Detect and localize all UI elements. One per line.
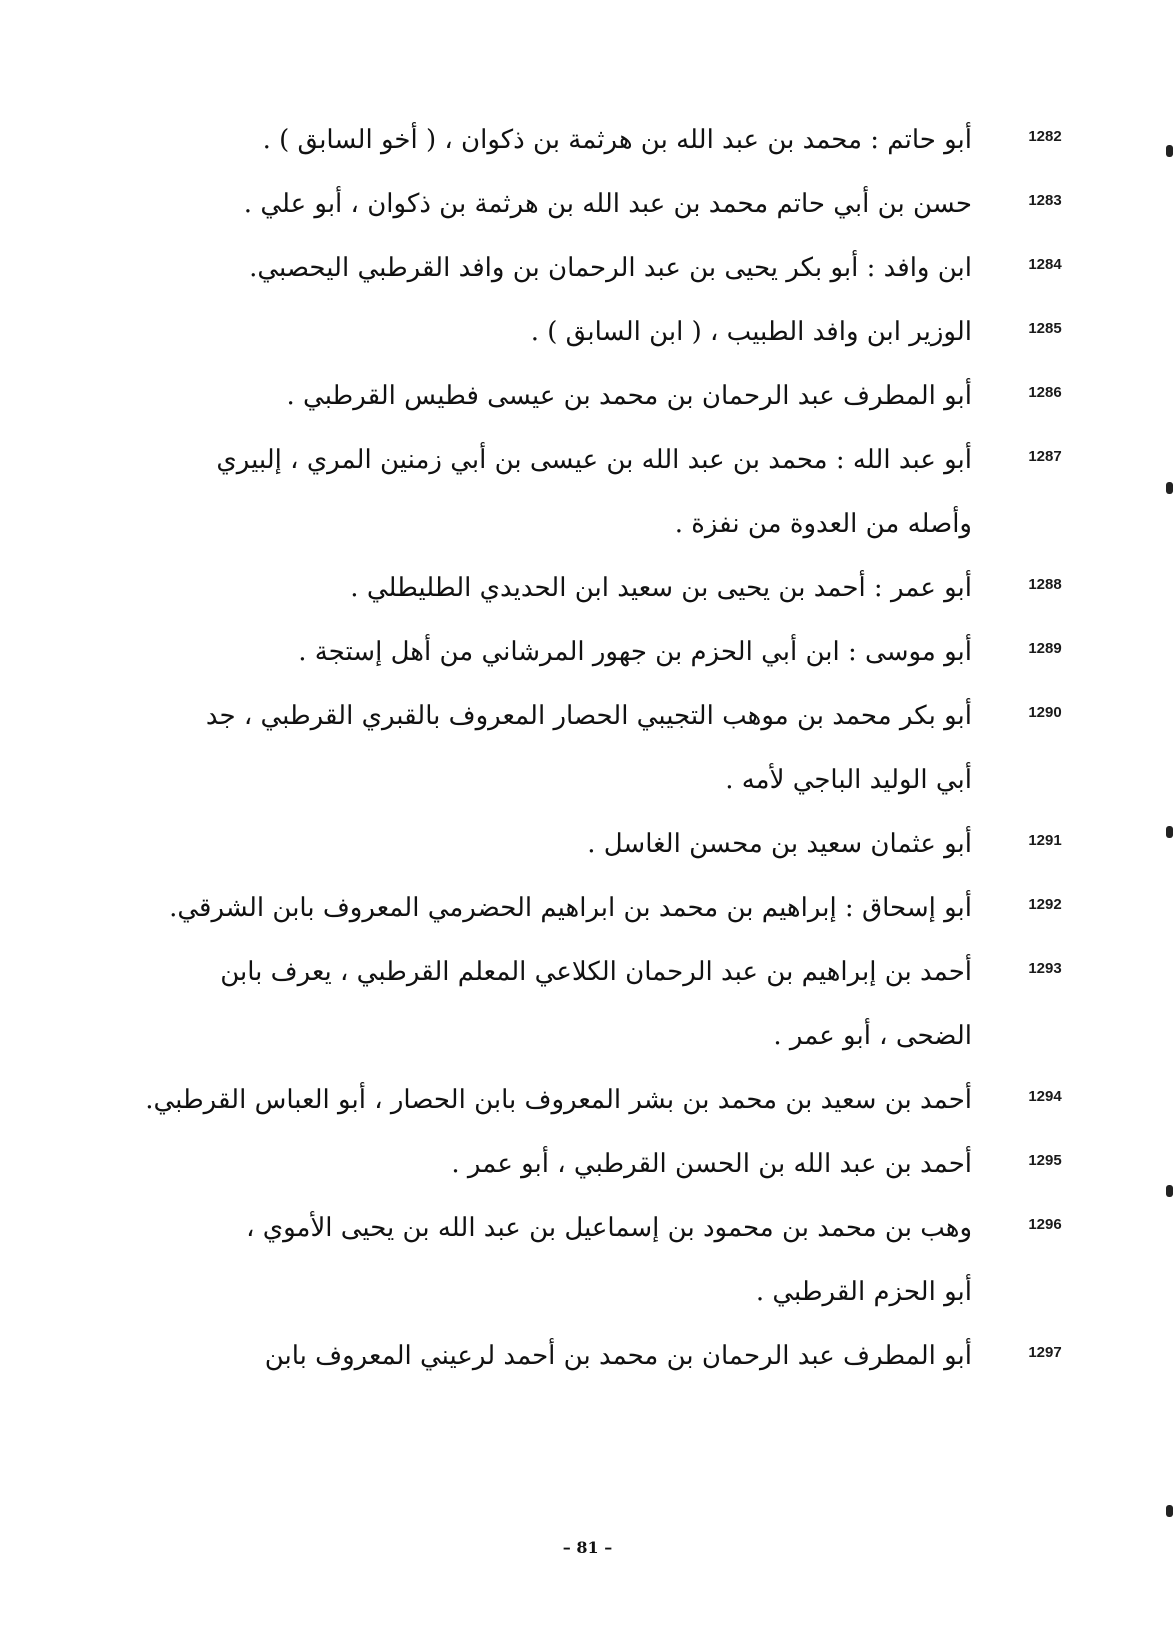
entry-text-line: أبو المطرف عبد الرحمان بن محمد بن أحمد لرعيني المعروف بابن xyxy=(264,1341,972,1371)
margin-mark xyxy=(1166,1505,1173,1517)
entry-number: 1287 xyxy=(1028,448,1062,465)
entry-number: 1293 xyxy=(1028,960,1062,977)
entry-text-line: أبو حاتم : محمد بن عبد الله بن هرثمة بن ذكوان ، ( أخو السابق ) . xyxy=(262,125,972,155)
entry-text-line: أبو عمر : أحمد بن يحيى بن سعيد ابن الحديدي الطليطلي . xyxy=(350,573,972,603)
entry-1295 xyxy=(100,1132,1100,1196)
entry-1287 xyxy=(100,428,1100,539)
entry-text-line: الوزير ابن وافد الطبيب ، ( ابن السابق ) . xyxy=(530,317,972,347)
entry-number: 1292 xyxy=(1028,896,1062,913)
entry-number: 1291 xyxy=(1028,832,1062,849)
entry-text-line: أبو بكر محمد بن موهب التجيبي الحصار المعروف بالقبري القرطبي ، جد xyxy=(205,701,972,731)
page-number: – 81 – xyxy=(562,1538,613,1557)
margin-mark xyxy=(1166,482,1173,494)
entry-number: 1283 xyxy=(1028,192,1062,209)
entry-number: 1285 xyxy=(1028,320,1062,337)
entry-number: 1284 xyxy=(1028,256,1062,273)
entry-text-line: حسن بن أبي حاتم محمد بن عبد الله بن هرثمة بن ذكوان ، أبو علي . xyxy=(243,189,972,219)
entry-1288 xyxy=(100,556,1100,620)
entry-text-line: أحمد بن إبراهيم بن عبد الرحمان الكلاعي المعلم القرطبي ، يعرف بابن xyxy=(220,957,972,987)
entry-number: 1289 xyxy=(1028,640,1062,657)
entry-1293 xyxy=(100,940,1100,1051)
entry-1286 xyxy=(100,364,1100,428)
margin-mark xyxy=(1166,1185,1173,1197)
margin-mark xyxy=(1166,145,1173,157)
entry-1296 xyxy=(100,1196,1100,1307)
entry-1283 xyxy=(100,172,1100,236)
margin-mark xyxy=(1166,826,1173,838)
entry-1290 xyxy=(100,684,1100,795)
entry-number: 1282 xyxy=(1028,128,1062,145)
entry-text-line: أبي الوليد الباجي لأمه . xyxy=(725,765,972,795)
entry-1289 xyxy=(100,620,1100,684)
entry-text-line: أبو موسى : ابن أبي الحزم بن جهور المرشاني من أهل إستجة . xyxy=(298,637,972,667)
entry-text-line: أبو عثمان سعيد بن محسن الغاسل . xyxy=(587,829,972,859)
entry-number: 1295 xyxy=(1028,1152,1062,1169)
entry-text-line: أحمد بن عبد الله بن الحسن القرطبي ، أبو عمر . xyxy=(451,1149,972,1179)
entry-text-line: الضحى ، أبو عمر . xyxy=(773,1021,972,1051)
entry-text-line: ابن وافد : أبو بكر يحيى بن عبد الرحمان بن وافد القرطبي اليحصبي. xyxy=(249,253,972,283)
entry-1292 xyxy=(100,876,1100,940)
entry-1291 xyxy=(100,812,1100,876)
entry-number: 1286 xyxy=(1028,384,1062,401)
entry-text-line: أبو المطرف عبد الرحمان بن محمد بن عيسى فطيس القرطبي . xyxy=(286,381,972,411)
entry-text-line: أحمد بن سعيد بن محمد بن بشر المعروف بابن الحصار ، أبو العباس القرطبي. xyxy=(145,1085,972,1115)
entry-1294 xyxy=(100,1068,1100,1132)
entry-1284 xyxy=(100,236,1100,300)
entry-number: 1294 xyxy=(1028,1088,1062,1105)
entry-text-line: أبو الحزم القرطبي . xyxy=(755,1277,972,1307)
entry-number: 1288 xyxy=(1028,576,1062,593)
entry-number: 1296 xyxy=(1028,1216,1062,1233)
entry-1297 xyxy=(100,1324,1100,1388)
entry-text-line: وهب بن محمد بن محمود بن إسماعيل بن عبد الله بن يحيى الأموي ، xyxy=(246,1213,972,1243)
entry-text-line: وأصله من العدوة من نفزة . xyxy=(674,509,972,539)
entry-number: 1297 xyxy=(1028,1344,1062,1361)
entry-text-line: أبو إسحاق : إبراهيم بن محمد بن ابراهيم الحضرمي المعروف بابن الشرقي. xyxy=(169,893,972,923)
entry-1285 xyxy=(100,300,1100,364)
entry-text-line: أبو عبد الله : محمد بن عبد الله بن عيسى بن أبي زمنين المري ، إلبيري xyxy=(216,445,972,475)
entry-number: 1290 xyxy=(1028,704,1062,721)
entry-1282 xyxy=(100,108,1100,172)
